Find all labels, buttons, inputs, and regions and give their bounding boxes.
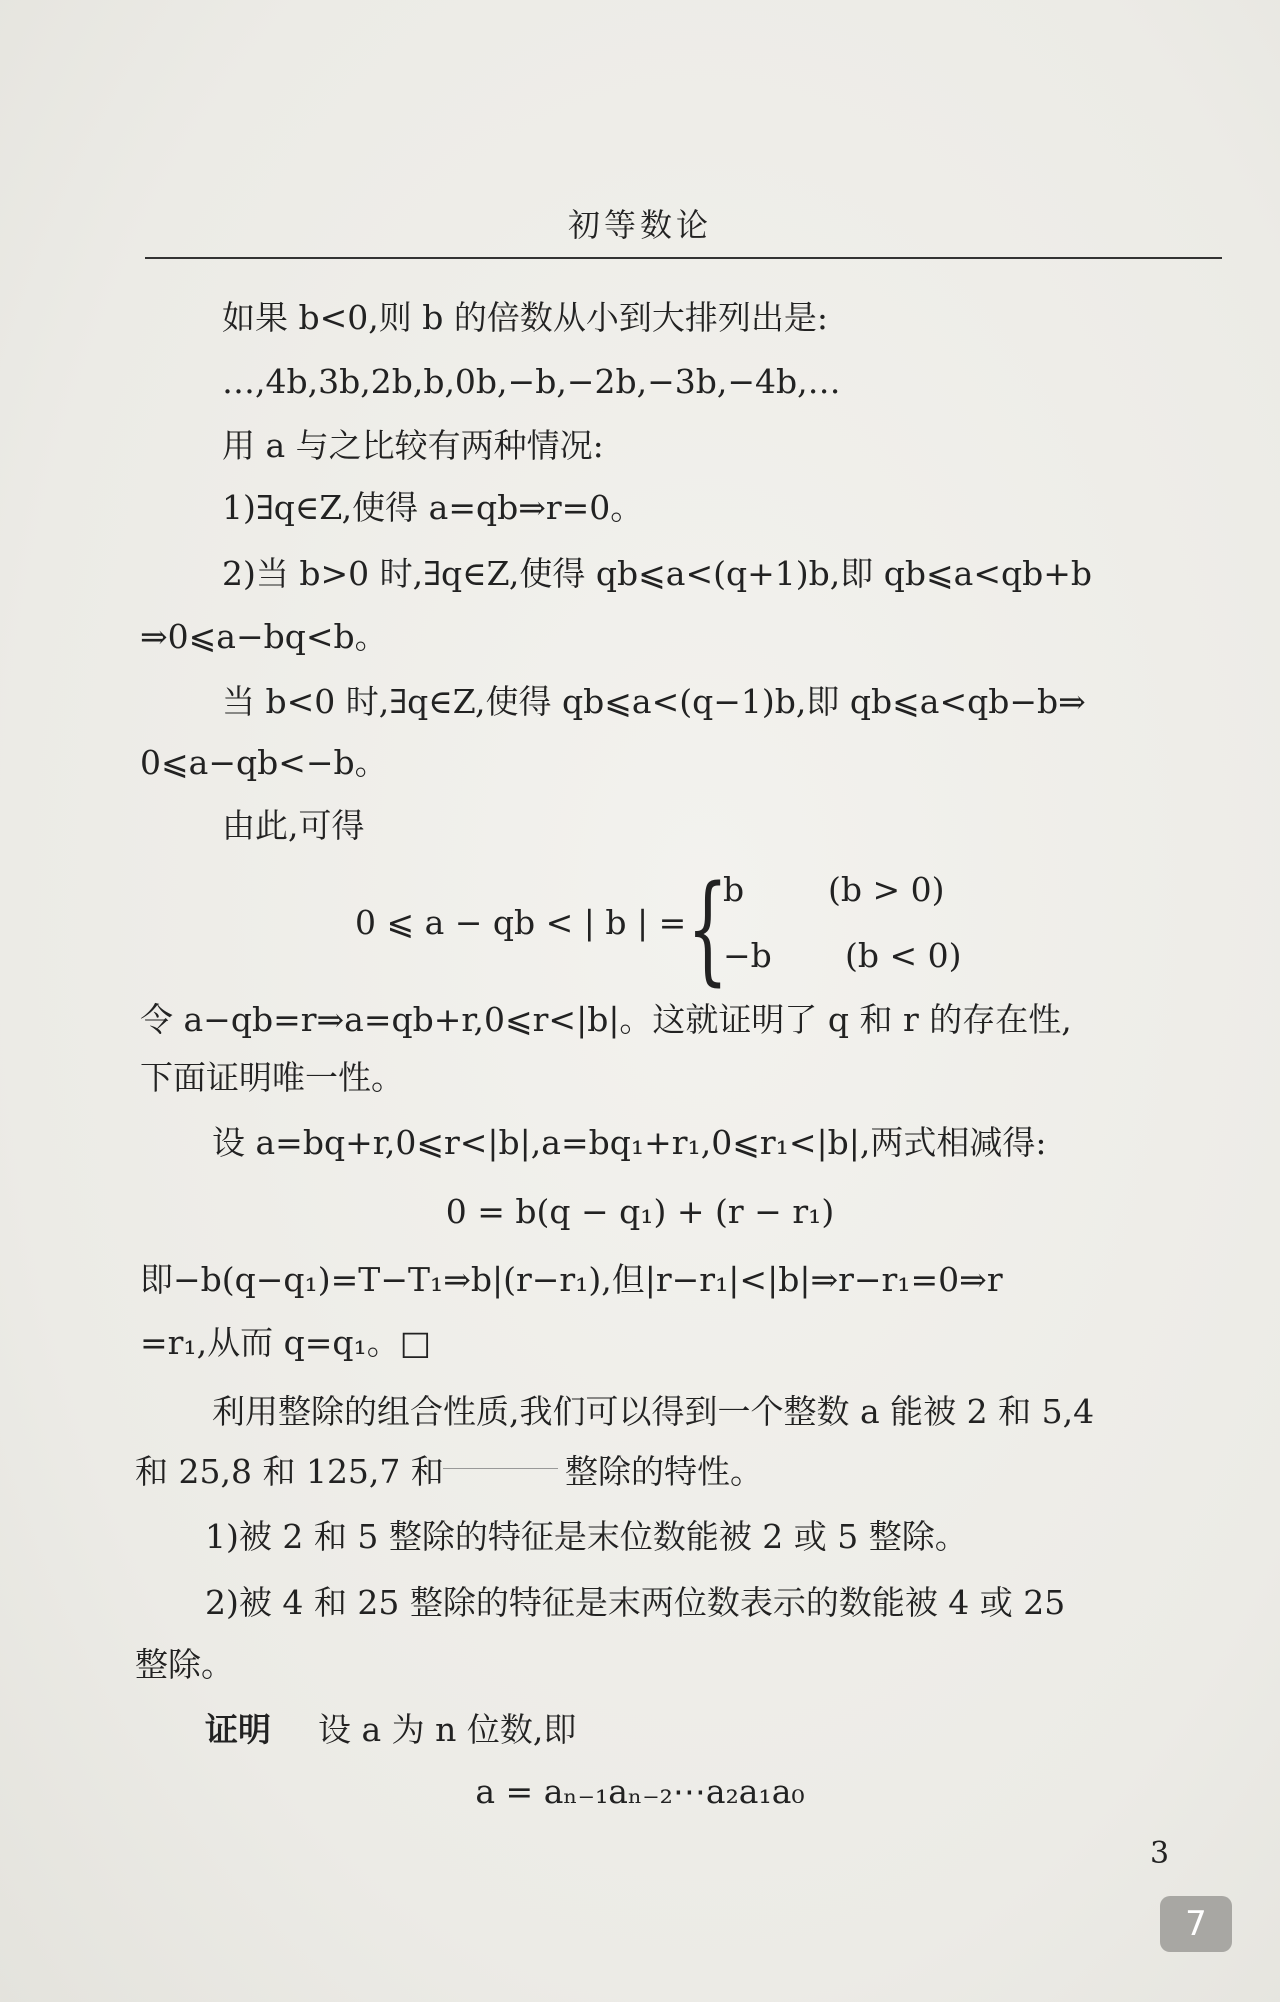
case-1-condition: (b > 0) (828, 870, 945, 909)
case-2-condition: (b < 0) (845, 936, 962, 975)
text-line-15: 利用整除的组合性质,我们可以得到一个整数 a 能被 2 和 5,4 (212, 1392, 1095, 1431)
text-line-16b: 整除的特性。 (565, 1452, 763, 1491)
text-line-17: 1)被 2 和 5 整除的特征是末位数能被 2 或 5 整除。 (205, 1517, 968, 1556)
fill-blank (443, 1468, 558, 1469)
case-2-value: −b (723, 936, 772, 975)
text-line-18: 2)被 4 和 25 整除的特征是末两位数表示的数能被 4 或 25 (205, 1583, 1066, 1622)
equation-2: 0 = b(q − q₁) + (r − r₁) (445, 1192, 835, 1231)
page-number: 3 (1150, 1836, 1170, 1871)
text-line-9: 由此,可得 (222, 806, 365, 845)
text-line-19: 整除。 (135, 1645, 234, 1684)
text-line-6: ⇒0⩽a−bq<b。 (140, 617, 388, 656)
text-line-11: 下面证明唯一性。 (140, 1058, 404, 1097)
piecewise-equation (355, 858, 1055, 998)
text-line-8: 0⩽a−qb<−b。 (140, 743, 388, 782)
text-line-16a: 和 25,8 和 125,7 和 (135, 1452, 444, 1491)
proof-label: 证明 (205, 1710, 271, 1749)
equation-3: a = aₙ₋₁aₙ₋₂⋯a₂a₁a₀ (475, 1772, 805, 1811)
text-line-5: 2)当 b>0 时,∃q∈Z,使得 qb⩽a<(q+1)b,即 qb⩽a<qb+b (222, 554, 1092, 593)
text-line-7: 当 b<0 时,∃q∈Z,使得 qb⩽a<(q−1)b,即 qb⩽a<qb−b⇒ (222, 682, 1086, 721)
left-brace-icon: { (687, 859, 729, 997)
header-rule (145, 257, 1222, 259)
text-line-2: …,4b,3b,2b,b,0b,−b,−2b,−3b,−4b,… (222, 362, 841, 401)
text-line-1: 如果 b<0,则 b 的倍数从小到大排列出是: (222, 298, 828, 337)
text-line-12: 设 a=bq+r,0⩽r<|b|,a=bq₁+r₁,0⩽r₁<|b|,两式相减得: (212, 1123, 1047, 1162)
equation-lhs: 0 ⩽ a − qb < | b | = (355, 903, 687, 942)
text-line-4: 1)∃q∈Z,使得 a=qb⇒r=0。 (222, 488, 644, 527)
text-line-3: 用 a 与之比较有两种情况: (222, 426, 604, 465)
text-line-10: 令 a−qb=r⇒a=qb+r,0⩽r<|b|。这就证明了 q 和 r 的存在性, (140, 1000, 1072, 1039)
running-header: 初等数论 (567, 206, 712, 244)
text-line-14: =r₁,从而 q=q₁。□ (140, 1323, 431, 1362)
case-1-value: b (723, 870, 745, 909)
text-line-13: 即−b(q−q₁)=T−T₁⇒b|(r−r₁),但|r−r₁|<|b|⇒r−r₁=0⇒r (140, 1260, 1003, 1299)
page-count-badge: 7 (1160, 1896, 1232, 1952)
text-line-20: 设 a 为 n 位数,即 (318, 1710, 577, 1749)
